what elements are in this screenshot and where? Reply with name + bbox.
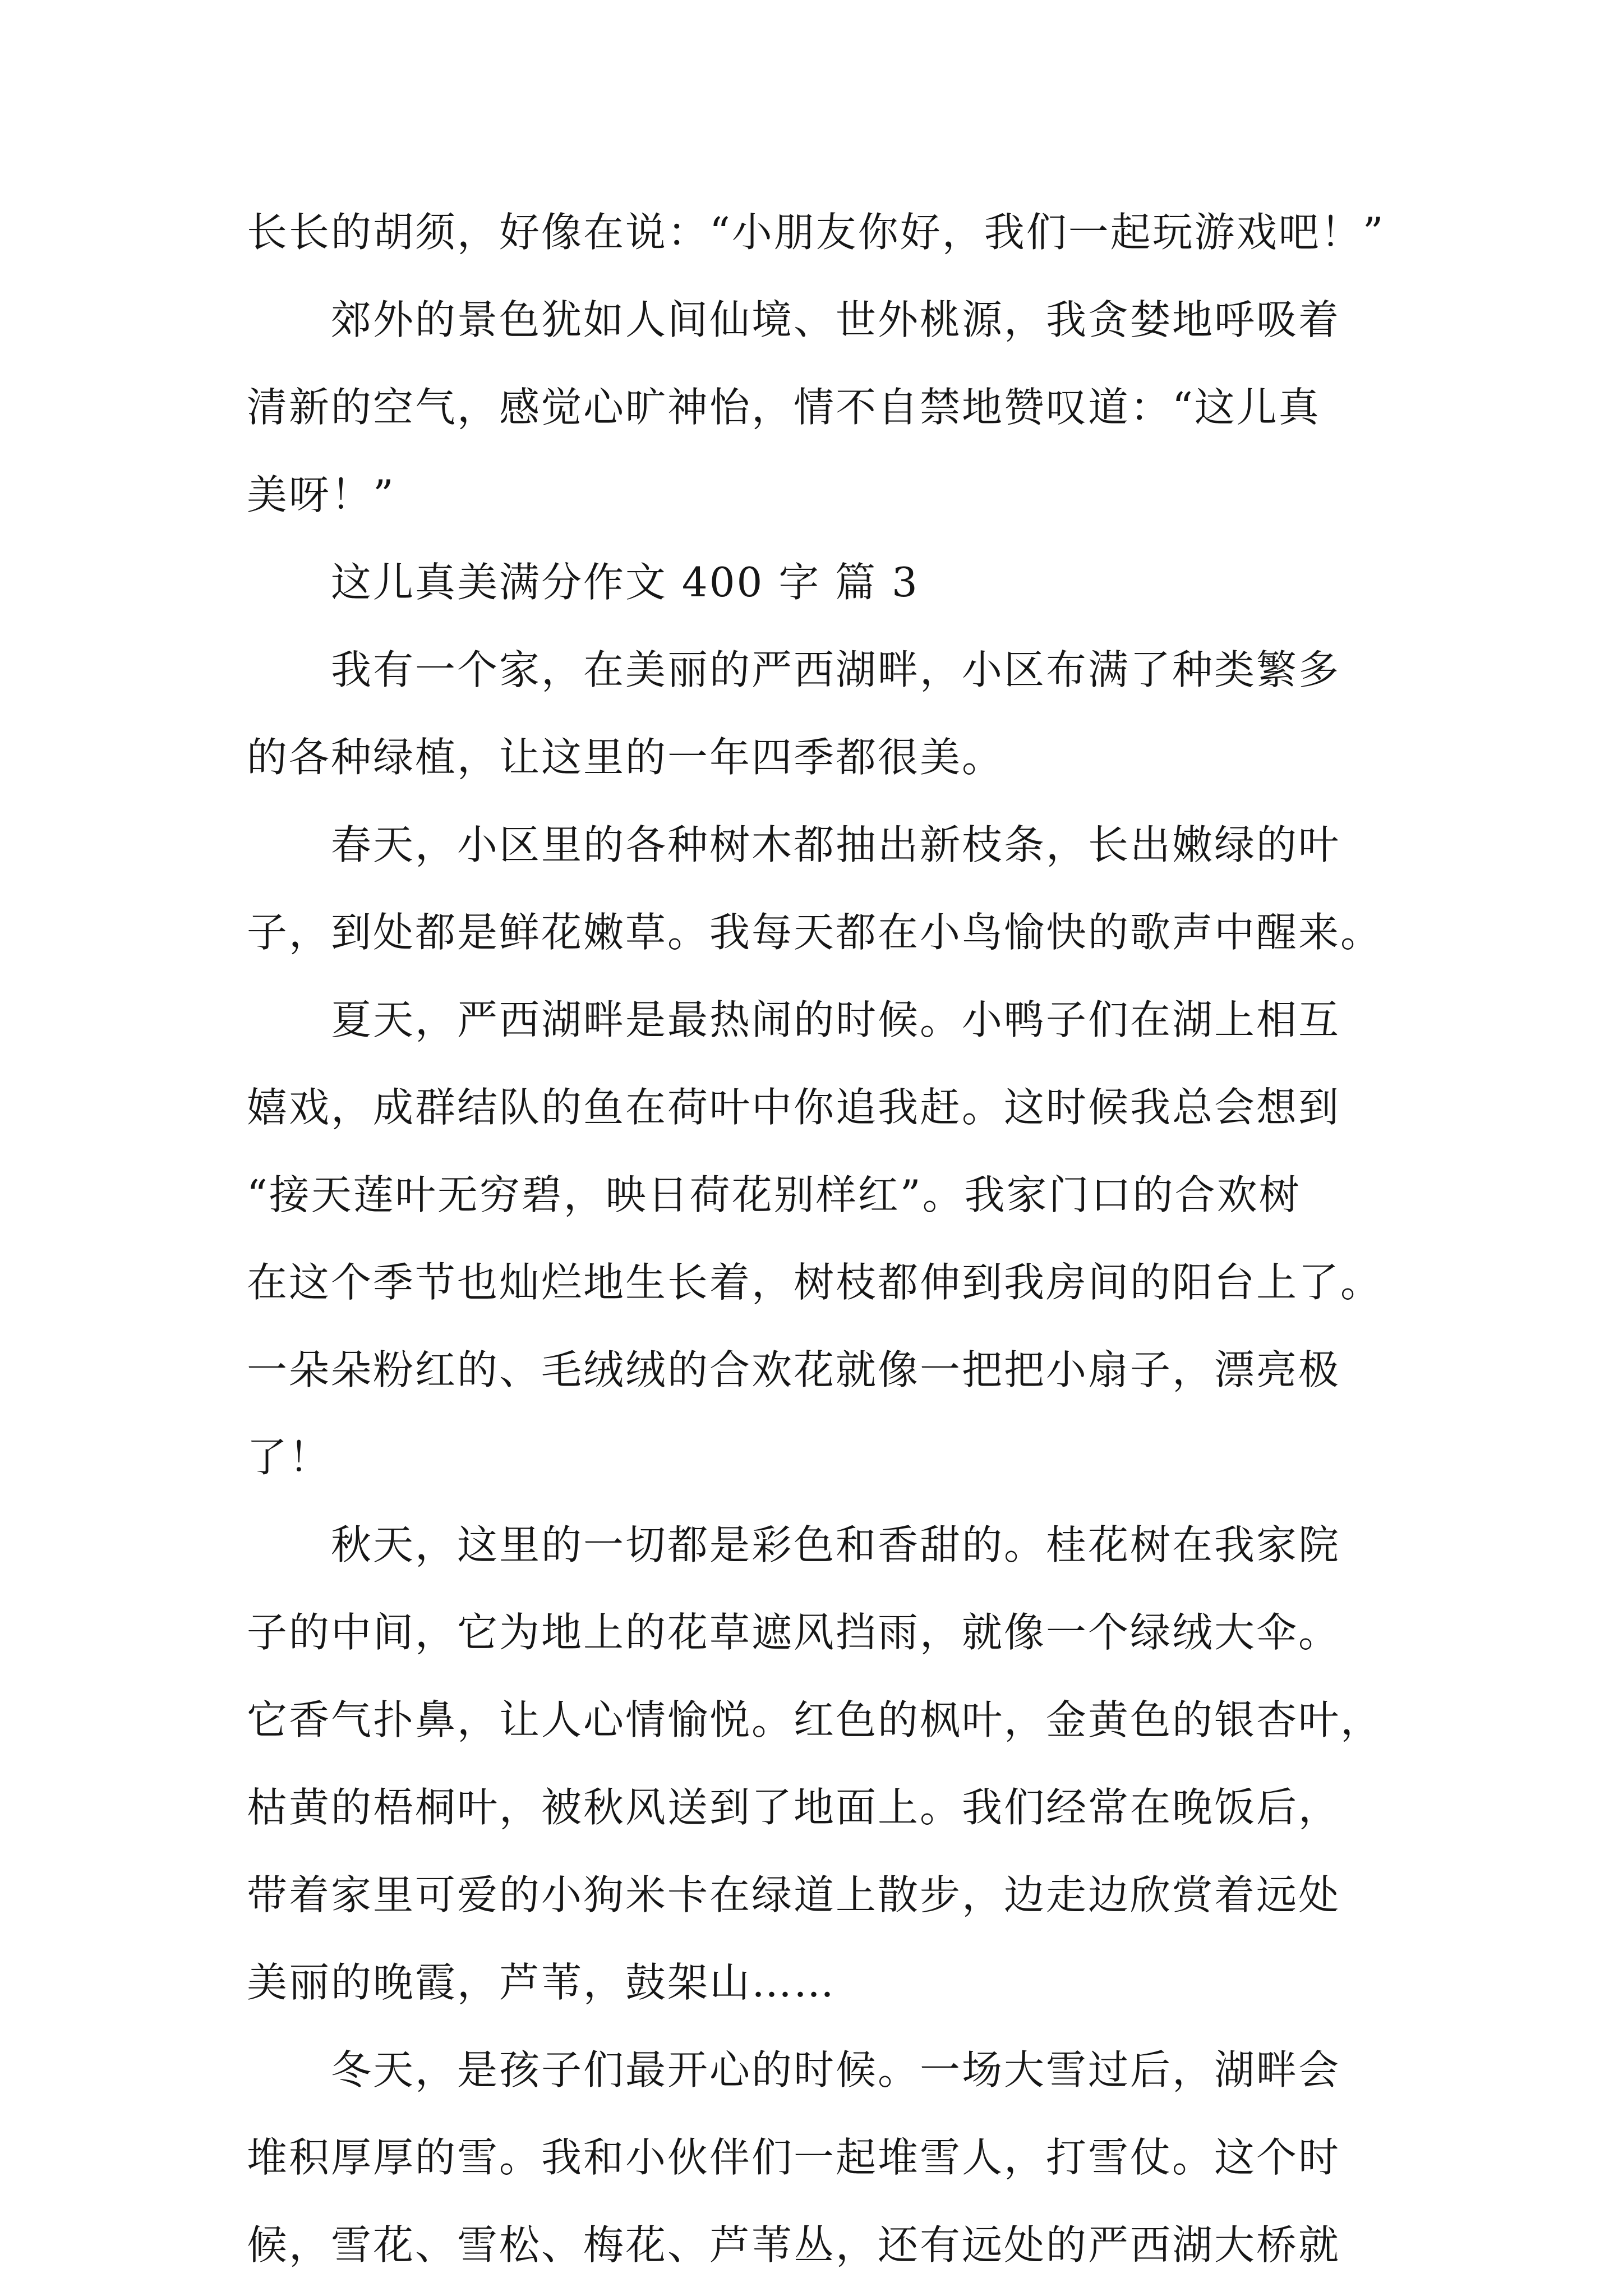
text-line: “接天莲叶无穷碧，映日荷花别样红”。我家门口的合欢树 xyxy=(247,1171,1301,1218)
text-line: 了！ xyxy=(247,1434,331,1481)
text-line: 候，雪花、雪松、梅花、芦苇丛，还有远处的严西湖大桥就 xyxy=(247,2221,1341,2269)
text-line: 美呀！” xyxy=(247,471,395,518)
text-line: 长长的胡须，好像在说：“小朋友你好，我们一起玩游戏吧！” xyxy=(247,209,1385,256)
text-line: 美丽的晚霞，芦苇，鼓架山…… xyxy=(247,1959,836,2006)
text-line: 嬉戏，成群结队的鱼在荷叶中你追我赶。这时候我总会想到 xyxy=(247,1084,1341,1131)
text-line: 的各种绿植，让这里的一年四季都很美。 xyxy=(247,734,1004,781)
text-line: 冬天，是孩子们最开心的时候。一场大雪过后，湖畔会 xyxy=(331,2046,1341,2093)
text-line: 它香气扑鼻，让人心情愉悦。红色的枫叶，金黄色的银杏叶， xyxy=(247,1696,1383,1743)
text-line: 在这个季节也灿烂地生长着，树枝都伸到我房间的阳台上了。 xyxy=(247,1259,1383,1306)
text-line: 枯黄的梧桐叶，被秋风送到了地面上。我们经常在晚饭后， xyxy=(247,1784,1341,1831)
text-line: 秋天，这里的一切都是彩色和香甜的。桂花树在我家院 xyxy=(331,1521,1341,1568)
section-heading: 这儿真美满分作文 400 字 篇 3 xyxy=(331,559,919,606)
text-line: 堆积厚厚的雪。我和小伙伴们一起堆雪人，打雪仗。这个时 xyxy=(247,2134,1341,2181)
text-line: 夏天，严西湖畔是最热闹的时候。小鸭子们在湖上相互 xyxy=(331,996,1341,1043)
text-line: 一朵朵粉红的、毛绒绒的合欢花就像一把把小扇子，漂亮极 xyxy=(247,1346,1341,1393)
text-line: 子的中间，它为地上的花草遮风挡雨，就像一个绿绒大伞。 xyxy=(247,1609,1341,1656)
text-line: 郊外的景色犹如人间仙境、世外桃源，我贪婪地呼吸着 xyxy=(331,296,1341,343)
text-line: 子，到处都是鲜花嫩草。我每天都在小鸟愉快的歌声中醒来。 xyxy=(247,909,1383,956)
text-line: 清新的空气，感觉心旷神怡，情不自禁地赞叹道：“这儿真 xyxy=(247,384,1321,431)
text-line: 我有一个家，在美丽的严西湖畔，小区布满了种类繁多 xyxy=(331,646,1341,693)
text-line: 春天，小区里的各种树木都抽出新枝条，长出嫩绿的叶 xyxy=(331,821,1341,868)
text-line: 带着家里可爱的小狗米卡在绿道上散步，边走边欣赏着远处 xyxy=(247,1871,1341,1918)
